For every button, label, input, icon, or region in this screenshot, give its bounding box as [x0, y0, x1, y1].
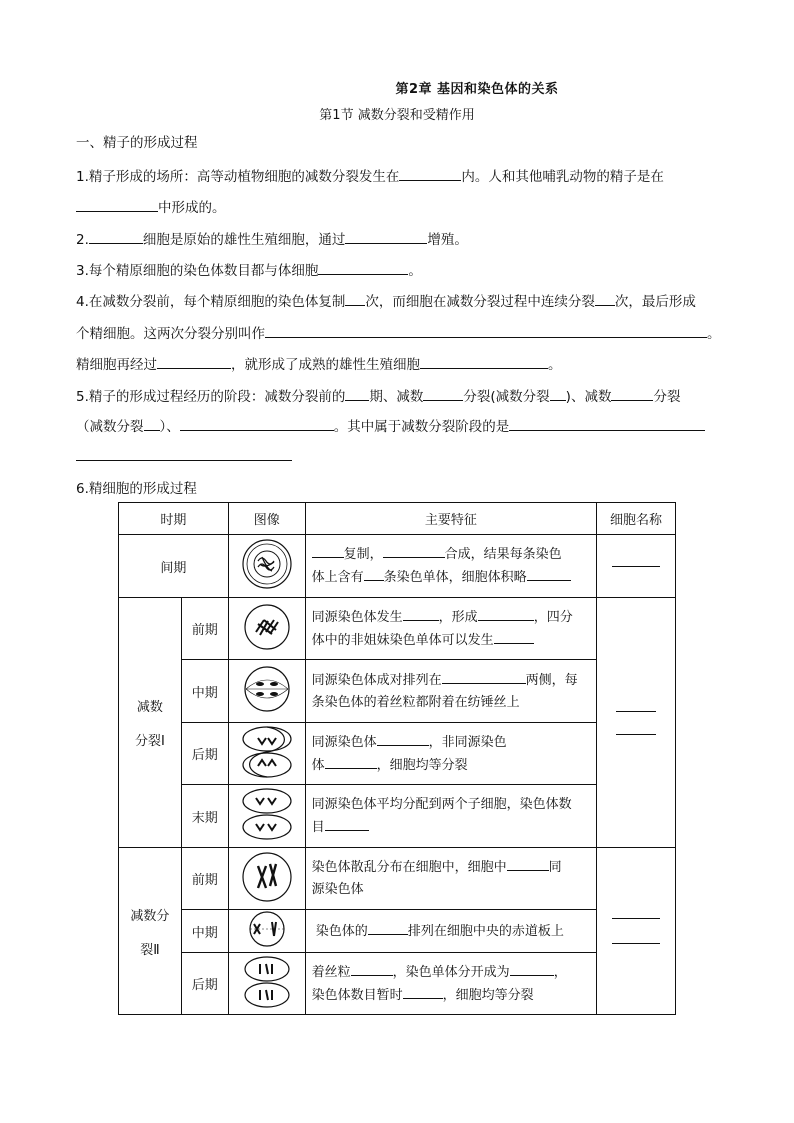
- blank[interactable]: [611, 386, 653, 401]
- meiosis1-label: 减数 分裂Ⅰ: [119, 598, 182, 848]
- table-row-m2-metaphase: [119, 910, 676, 953]
- m1-telophase-cell-icon: [240, 786, 294, 842]
- blank[interactable]: [345, 291, 365, 306]
- blank[interactable]: [442, 669, 526, 684]
- blank[interactable]: [550, 386, 566, 401]
- table-row-m1-prophase: [119, 598, 676, 660]
- question-6: 6.精细胞的形成过程: [76, 481, 197, 497]
- m2-anaphase-features: 着丝粒 ，染色单体分开成为 ， 染色体数目暂时 ，细胞均等分裂: [305, 953, 596, 1015]
- m1-metaphase-features: 同源染色体成对排列在 两侧，每 条染色体的着丝粒都附着在纺锤丝上: [305, 660, 596, 723]
- m2-metaphase-cell-icon: [240, 910, 294, 948]
- interphase-features: 复制， 合成，结果每条染色 体上含有 条染色单体，细胞体积略: [305, 535, 596, 598]
- blank[interactable]: [345, 229, 427, 244]
- question-3: 3.每个精原细胞的染色体数目都与体细胞 。: [76, 260, 422, 280]
- m1-prophase-image: [228, 598, 305, 660]
- question-4-line2: 个精细胞。这两次分裂分别叫作 。: [76, 323, 721, 343]
- m1-anaphase-label: 后期: [181, 723, 228, 785]
- meiosis2-cell-name: [597, 848, 676, 1015]
- chapter-title: 第2章 基因和染色体的关系: [395, 82, 559, 97]
- m1-prophase-label: 前期: [181, 598, 228, 660]
- blank[interactable]: [325, 754, 377, 769]
- table-row-m1-telophase: [119, 785, 676, 848]
- part1-heading: 一、精子的形成过程: [76, 135, 198, 151]
- m1-anaphase-cell-icon: [240, 724, 294, 780]
- header-cell-name: 细胞名称: [597, 503, 676, 535]
- table-row-interphase: [119, 535, 676, 598]
- blank[interactable]: [318, 260, 408, 275]
- blank[interactable]: [325, 816, 369, 831]
- blank[interactable]: [383, 543, 445, 558]
- meiosis-table: [118, 502, 676, 1015]
- meiosis2-label: 减数分 裂Ⅱ: [119, 848, 182, 1015]
- blank[interactable]: [364, 566, 384, 581]
- interphase-image: [228, 535, 305, 598]
- question-4-line1: 4.在减数分裂前，每个精原细胞的染色体复制 次，而细胞在减数分裂过程中连续分裂 次，最后形成: [76, 291, 696, 311]
- blank[interactable]: [345, 386, 369, 401]
- m2-prophase-cell-icon: [240, 850, 294, 904]
- question-1-line2: 中形成的。: [76, 197, 226, 217]
- blank[interactable]: [76, 197, 158, 212]
- blank[interactable]: [612, 943, 660, 944]
- question-4-line3: 精细胞再经过 ，就形成了成熟的雄性生殖细胞 。: [76, 354, 562, 374]
- question-5-line1: 5.精子的形成过程经历的阶段：减数分裂前的 期、减数 分裂(减数分裂 )、减数 分裂: [76, 386, 680, 406]
- m2-prophase-image: [228, 848, 305, 910]
- m1-anaphase-image: [228, 723, 305, 785]
- table-row-m2-anaphase: [119, 953, 676, 1015]
- m2-metaphase-label: 中期: [181, 910, 228, 953]
- table-row-m1-anaphase: [119, 723, 676, 785]
- blank[interactable]: [377, 731, 429, 746]
- interphase-label: 间期: [119, 535, 229, 598]
- question-2: 2. 细胞是原始的雄性生殖细胞，通过 增殖。: [76, 229, 468, 249]
- blank[interactable]: [510, 961, 554, 976]
- interphase-cell-name: [597, 535, 676, 598]
- blank[interactable]: [509, 416, 705, 431]
- blank[interactable]: [399, 166, 461, 181]
- blank[interactable]: [507, 856, 549, 871]
- m1-metaphase-label: 中期: [181, 660, 228, 723]
- blank[interactable]: [180, 416, 334, 431]
- m1-prophase-cell-icon: [240, 602, 294, 652]
- m1-metaphase-image: [228, 660, 305, 723]
- question-5-line2: （减数分裂 ）、 。其中属于减数分裂阶段的是: [76, 416, 705, 436]
- blank[interactable]: [616, 734, 656, 735]
- m2-anaphase-label: 后期: [181, 953, 228, 1015]
- blank[interactable]: [89, 229, 143, 244]
- m2-anaphase-cell-icon: [240, 954, 294, 1010]
- blank[interactable]: [423, 386, 463, 401]
- question-5-line3: [76, 446, 292, 466]
- blank[interactable]: [478, 606, 534, 621]
- interphase-cell-icon: [240, 537, 294, 591]
- m2-prophase-features: 染色体散乱分布在细胞中，细胞中 同 源染色体: [305, 848, 596, 910]
- m2-prophase-label: 前期: [181, 848, 228, 910]
- m1-telophase-label: 末期: [181, 785, 228, 848]
- blank[interactable]: [612, 566, 660, 567]
- meiosis1-cell-name: [597, 598, 676, 848]
- m2-metaphase-features: 染色体的 排列在细胞中央的赤道板上: [305, 910, 596, 953]
- section-title: 第1节 减数分裂和受精作用: [319, 108, 475, 123]
- m1-telophase-image: [228, 785, 305, 848]
- blank[interactable]: [527, 566, 571, 581]
- table-row-m1-metaphase: [119, 660, 676, 723]
- blank[interactable]: [494, 629, 534, 644]
- blank[interactable]: [76, 446, 292, 461]
- blank[interactable]: [595, 291, 615, 306]
- header-image: 图像: [228, 503, 305, 535]
- table-row-m2-prophase: [119, 848, 676, 910]
- header-features: 主要特征: [305, 503, 596, 535]
- m2-anaphase-image: [228, 953, 305, 1015]
- m1-anaphase-features: 同源染色体 ，非同源染色 体 ，细胞均等分裂: [305, 723, 596, 785]
- blank[interactable]: [368, 920, 408, 935]
- header-period: 时期: [119, 503, 229, 535]
- m1-prophase-features: 同源染色体发生 ，形成 ，四分 体中的非姐妹染色单体可以发生: [305, 598, 596, 660]
- blank[interactable]: [616, 711, 656, 712]
- blank[interactable]: [265, 323, 707, 338]
- blank[interactable]: [144, 416, 160, 431]
- question-1-line1: 1.精子形成的场所：高等动植物细胞的减数分裂发生在 内。人和其他哺乳动物的精子是在: [76, 166, 664, 186]
- blank[interactable]: [420, 354, 548, 369]
- blank[interactable]: [157, 354, 231, 369]
- blank[interactable]: [403, 984, 443, 999]
- blank[interactable]: [312, 543, 344, 558]
- blank[interactable]: [612, 918, 660, 919]
- blank[interactable]: [403, 606, 439, 621]
- m2-metaphase-image: [228, 910, 305, 953]
- table-header-row: [119, 503, 676, 535]
- blank[interactable]: [351, 961, 393, 976]
- m1-telophase-features: 同源染色体平均分配到两个子细胞，染色体数 目: [305, 785, 596, 848]
- m1-metaphase-cell-icon: [240, 664, 294, 714]
